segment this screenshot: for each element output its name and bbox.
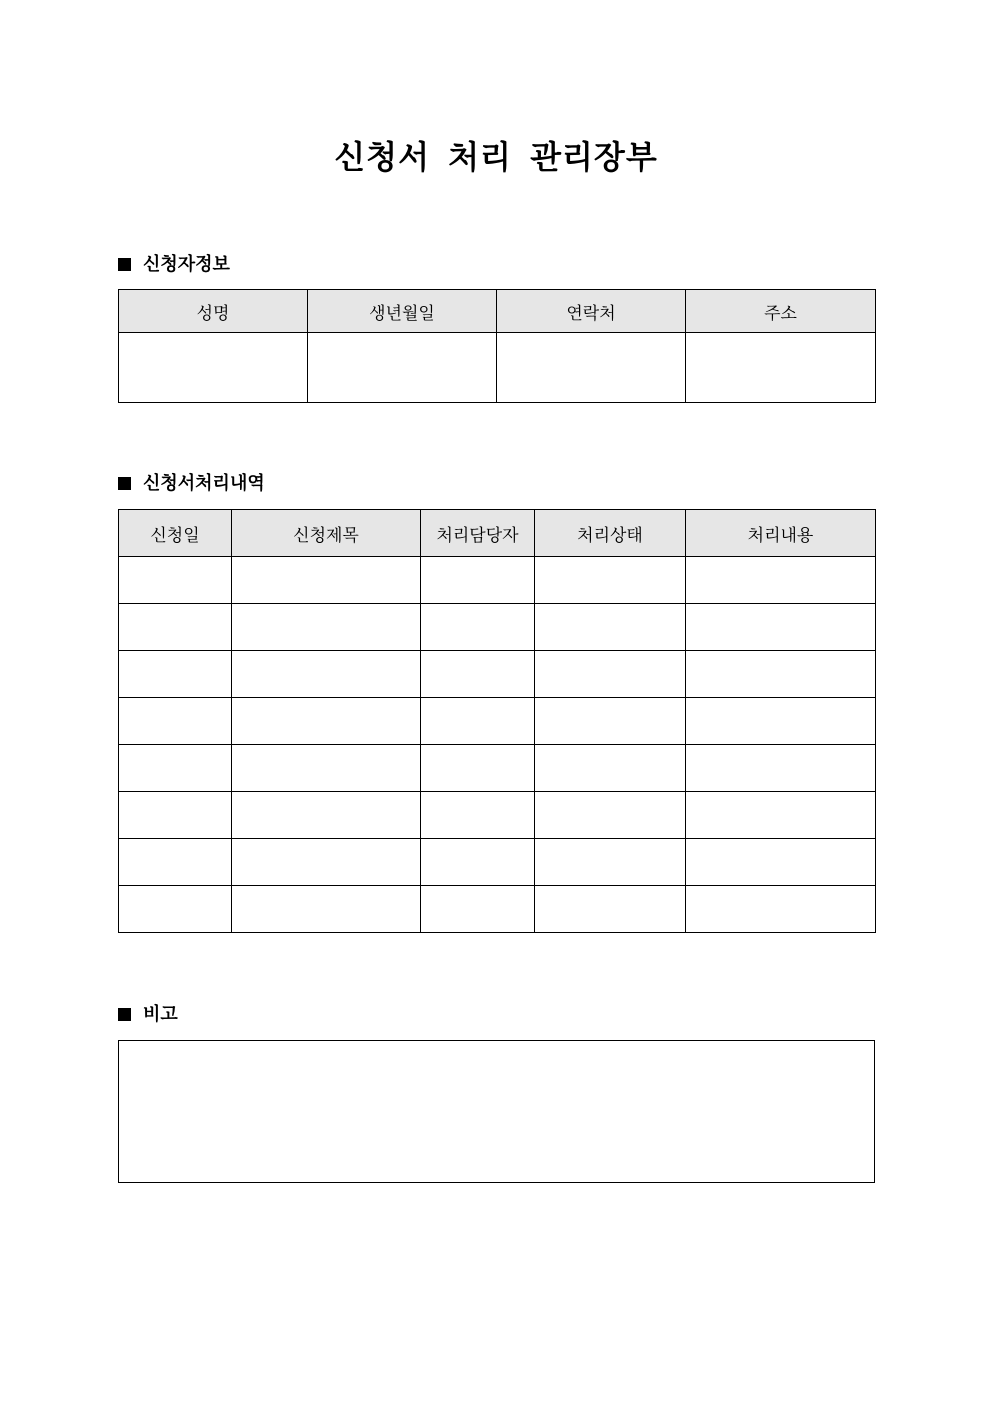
application-date-cell[interactable]	[119, 792, 232, 839]
table-row	[119, 604, 876, 651]
application-date-cell[interactable]	[119, 745, 232, 792]
application-title-cell[interactable]	[232, 839, 421, 886]
application-title-cell[interactable]	[232, 698, 421, 745]
handler-cell[interactable]	[421, 557, 535, 604]
handler-cell[interactable]	[421, 651, 535, 698]
application-title-cell[interactable]	[232, 792, 421, 839]
application-date-cell[interactable]	[119, 886, 232, 933]
handler-cell[interactable]	[421, 745, 535, 792]
details-cell[interactable]	[686, 651, 876, 698]
application-title-cell[interactable]	[232, 745, 421, 792]
remarks-section-label: 비고	[143, 1004, 178, 1025]
details-cell[interactable]	[686, 886, 876, 933]
square-bullet-icon	[118, 477, 131, 490]
applicant-info-table	[118, 289, 876, 403]
document-title: 신청서 처리 관리장부	[334, 138, 658, 176]
details-cell[interactable]	[686, 698, 876, 745]
history-section-label: 신청서처리내역	[143, 473, 265, 494]
status-cell[interactable]	[535, 886, 686, 933]
column-header-birthdate: 생년월일	[308, 290, 497, 333]
applicant-section-heading	[118, 253, 230, 277]
column-header-details: 처리내용	[686, 510, 876, 557]
details-cell[interactable]	[686, 745, 876, 792]
status-cell[interactable]	[535, 745, 686, 792]
column-header-handler: 처리담당자	[421, 510, 535, 557]
column-header-application-title: 신청제목	[232, 510, 421, 557]
application-title-cell[interactable]	[232, 886, 421, 933]
table-row	[119, 557, 876, 604]
applicant-section-label: 신청자정보	[143, 254, 230, 275]
application-date-cell[interactable]	[119, 604, 232, 651]
status-cell[interactable]	[535, 698, 686, 745]
table-row	[119, 745, 876, 792]
handler-cell[interactable]	[421, 792, 535, 839]
status-cell[interactable]	[535, 651, 686, 698]
square-bullet-icon	[118, 258, 131, 271]
column-header-name: 성명	[119, 290, 308, 333]
history-section-heading	[118, 472, 265, 496]
handler-cell[interactable]	[421, 839, 535, 886]
status-cell[interactable]	[535, 557, 686, 604]
square-bullet-icon	[118, 1008, 131, 1021]
application-title-cell[interactable]	[232, 557, 421, 604]
table-row	[119, 333, 876, 403]
column-header-status: 처리상태	[535, 510, 686, 557]
application-title-cell[interactable]	[232, 604, 421, 651]
status-cell[interactable]	[535, 792, 686, 839]
processing-history-table	[118, 509, 876, 933]
table-header-row	[119, 510, 876, 557]
table-row	[119, 698, 876, 745]
name-cell[interactable]	[119, 333, 308, 403]
table-row	[119, 886, 876, 933]
remarks-section-heading	[118, 1003, 178, 1027]
birthdate-cell[interactable]	[308, 333, 497, 403]
application-date-cell[interactable]	[119, 557, 232, 604]
application-date-cell[interactable]	[119, 698, 232, 745]
handler-cell[interactable]	[421, 698, 535, 745]
details-cell[interactable]	[686, 839, 876, 886]
handler-cell[interactable]	[421, 886, 535, 933]
table-row	[119, 651, 876, 698]
contact-cell[interactable]	[497, 333, 686, 403]
application-date-cell[interactable]	[119, 651, 232, 698]
handler-cell[interactable]	[421, 604, 535, 651]
details-cell[interactable]	[686, 557, 876, 604]
details-cell[interactable]	[686, 604, 876, 651]
remarks-box[interactable]	[118, 1040, 875, 1183]
application-date-cell[interactable]	[119, 839, 232, 886]
status-cell[interactable]	[535, 604, 686, 651]
column-header-address: 주소	[686, 290, 876, 333]
table-row	[119, 839, 876, 886]
status-cell[interactable]	[535, 839, 686, 886]
address-cell[interactable]	[686, 333, 876, 403]
column-header-contact: 연락처	[497, 290, 686, 333]
table-header-row	[119, 290, 876, 333]
application-title-cell[interactable]	[232, 651, 421, 698]
table-row	[119, 792, 876, 839]
details-cell[interactable]	[686, 792, 876, 839]
column-header-application-date: 신청일	[119, 510, 232, 557]
